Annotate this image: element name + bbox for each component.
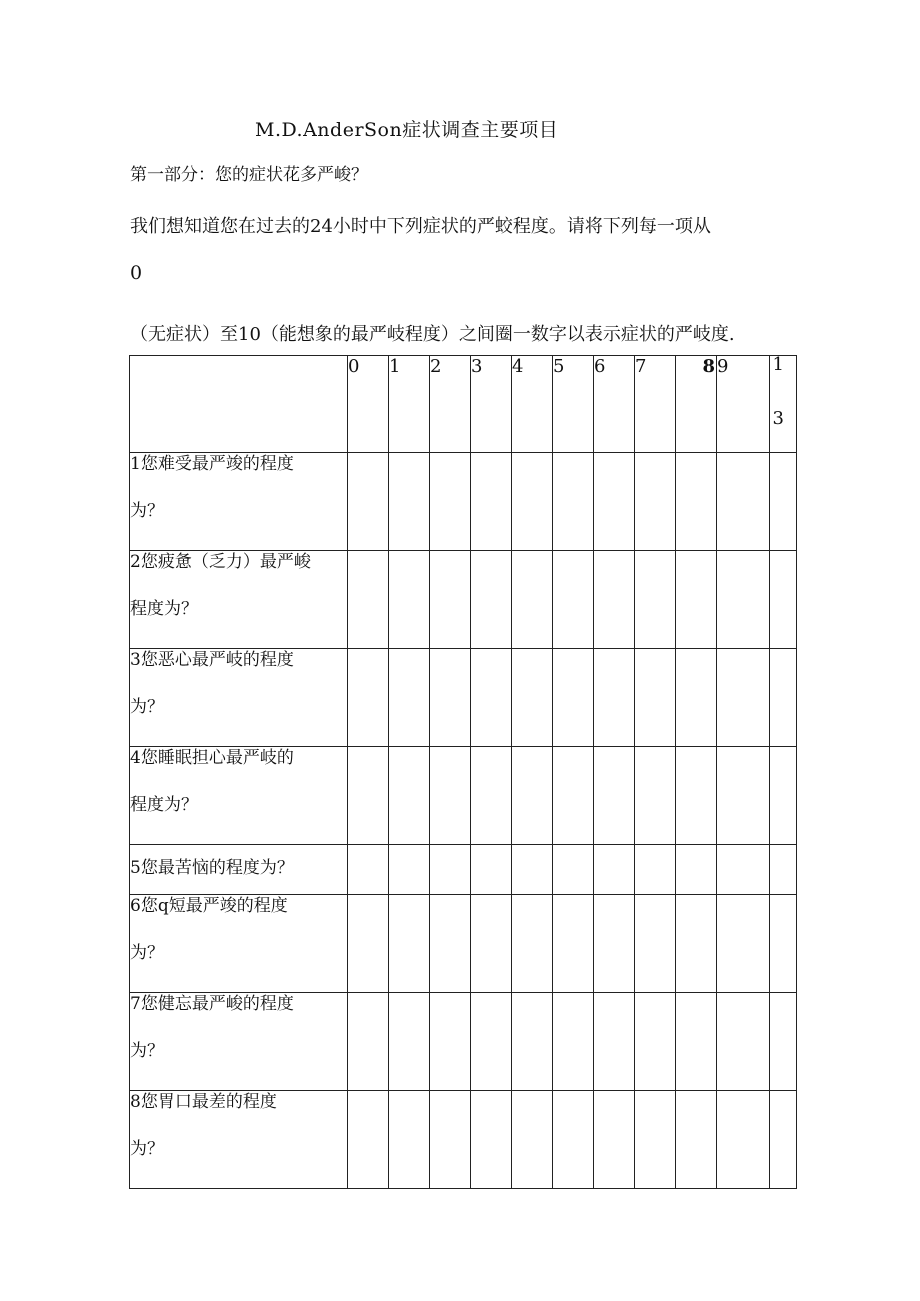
rating-cell-5[interactable] (553, 551, 594, 649)
document-title: M.D.AnderSon症状调查主要项目 (255, 119, 559, 141)
rating-cell-5[interactable] (553, 649, 594, 747)
rating-cell-5[interactable] (553, 747, 594, 845)
scale-header-13-bottom: 3 (772, 408, 784, 429)
rating-cell-4[interactable] (512, 895, 553, 993)
table-row (130, 895, 797, 993)
rating-cell-10[interactable] (770, 845, 797, 895)
rating-cell-3[interactable] (471, 453, 512, 551)
scale-header-9: 9 (717, 356, 770, 453)
rating-cell-1[interactable] (389, 747, 430, 845)
table-row (130, 1091, 797, 1189)
rating-cell-10[interactable] (770, 895, 797, 993)
rating-cell-3[interactable] (471, 551, 512, 649)
rating-cell-5[interactable] (553, 845, 594, 895)
table-row (130, 453, 797, 551)
rating-cell-2[interactable] (430, 1091, 471, 1189)
rating-cell-10[interactable] (770, 649, 797, 747)
rating-cell-0[interactable] (348, 551, 389, 649)
question-text-line1: 8您胃口最差的程度 (130, 1092, 277, 1112)
instruction-line-3: （无症状）至10（能想象的最严岐程度）之间圈一数字以表示症状的严岐度. (130, 324, 735, 345)
table-row (130, 747, 797, 845)
question-text-line1: 3您恶心最严岐的程度 (130, 650, 294, 670)
rating-cell-2[interactable] (430, 845, 471, 895)
rating-cell-2[interactable] (430, 747, 471, 845)
scale-header-0: 0 (348, 356, 389, 453)
rating-cell-9[interactable] (717, 993, 770, 1091)
rating-cell-6[interactable] (594, 993, 635, 1091)
rating-cell-2[interactable] (430, 551, 471, 649)
table-row (130, 993, 797, 1091)
header-blank-cell (130, 356, 348, 453)
rating-cell-4[interactable] (512, 845, 553, 895)
rating-cell-10[interactable] (770, 551, 797, 649)
scale-header-4: 4 (512, 356, 553, 453)
scale-header-2: 2 (430, 356, 471, 453)
rating-cell-9[interactable] (717, 649, 770, 747)
rating-cell-6[interactable] (594, 1091, 635, 1189)
scale-header-13 (770, 356, 797, 453)
rating-cell-0[interactable] (348, 895, 389, 993)
rating-cell-9[interactable] (717, 453, 770, 551)
rating-cell-5[interactable] (553, 993, 594, 1091)
rating-cell-4[interactable] (512, 747, 553, 845)
rating-cell-4[interactable] (512, 1091, 553, 1189)
rating-cell-6[interactable] (594, 453, 635, 551)
scale-header-6: 6 (594, 356, 635, 453)
rating-cell-3[interactable] (471, 993, 512, 1091)
question-text-line2: 为？ (130, 1139, 164, 1160)
rating-cell-1[interactable] (389, 551, 430, 649)
rating-cell-10[interactable] (770, 453, 797, 551)
rating-cell-4[interactable] (512, 649, 553, 747)
question-cell (130, 845, 348, 895)
rating-cell-9[interactable] (717, 747, 770, 845)
table-row (130, 551, 797, 649)
rating-cell-8[interactable] (676, 747, 717, 845)
question-text-line2: 为？ (130, 943, 164, 964)
question-text-line1: 5您最苦恼的程度为？ (130, 858, 294, 878)
rating-cell-8[interactable] (676, 895, 717, 993)
rating-cell-0[interactable] (348, 845, 389, 895)
rating-cell-2[interactable] (430, 993, 471, 1091)
rating-cell-2[interactable] (430, 649, 471, 747)
rating-cell-8[interactable] (676, 649, 717, 747)
rating-cell-7[interactable] (635, 845, 676, 895)
instruction-line-2: 0 (130, 262, 143, 284)
question-text-line2: 为？ (130, 1041, 164, 1062)
rating-cell-1[interactable] (389, 895, 430, 993)
rating-cell-7[interactable] (635, 649, 676, 747)
rating-cell-6[interactable] (594, 551, 635, 649)
rating-cell-8[interactable] (676, 551, 717, 649)
rating-cell-8[interactable] (676, 993, 717, 1091)
scale-header-3: 3 (471, 356, 512, 453)
rating-cell-0[interactable] (348, 453, 389, 551)
question-text-line2: 为？ (130, 697, 164, 718)
rating-cell-10[interactable] (770, 1091, 797, 1189)
question-text-line2: 程度为？ (130, 795, 198, 816)
rating-cell-9[interactable] (717, 1091, 770, 1189)
rating-cell-4[interactable] (512, 453, 553, 551)
scale-header-5: 5 (553, 356, 594, 453)
question-text-line1: 1您难受最严竣的程度 (130, 454, 294, 474)
rating-cell-7[interactable] (635, 895, 676, 993)
rating-cell-2[interactable] (430, 453, 471, 551)
rating-cell-3[interactable] (471, 649, 512, 747)
question-text-line2: 为？ (130, 501, 164, 522)
rating-cell-6[interactable] (594, 649, 635, 747)
rating-cell-1[interactable] (389, 1091, 430, 1189)
question-cell (130, 649, 348, 747)
rating-cell-10[interactable] (770, 993, 797, 1091)
rating-cell-9[interactable] (717, 551, 770, 649)
rating-cell-1[interactable] (389, 649, 430, 747)
rating-cell-8[interactable] (676, 1091, 717, 1189)
rating-cell-9[interactable] (717, 845, 770, 895)
rating-cell-7[interactable] (635, 551, 676, 649)
rating-cell-8[interactable] (676, 453, 717, 551)
table-row (130, 845, 797, 895)
question-cell (130, 551, 348, 649)
rating-cell-0[interactable] (348, 1091, 389, 1189)
question-cell (130, 895, 348, 993)
question-cell (130, 747, 348, 845)
question-text-line1: 2您疲惫（乏力）最严峻 (130, 552, 311, 572)
part-heading: 第一部分：您的症状花多严峻？ (130, 165, 368, 185)
scale-header-1: 1 (389, 356, 430, 453)
symptom-rating-table (129, 355, 797, 1189)
rating-cell-7[interactable] (635, 1091, 676, 1189)
rating-cell-3[interactable] (471, 895, 512, 993)
rating-cell-5[interactable] (553, 895, 594, 993)
question-text-line2: 程度为？ (130, 599, 198, 620)
rating-cell-7[interactable] (635, 993, 676, 1091)
rating-cell-3[interactable] (471, 845, 512, 895)
question-text-line1: 4您睡眠担心最严岐的 (130, 748, 294, 768)
rating-cell-2[interactable] (430, 895, 471, 993)
rating-cell-6[interactable] (594, 895, 635, 993)
rating-cell-0[interactable] (348, 993, 389, 1091)
rating-cell-1[interactable] (389, 453, 430, 551)
rating-cell-4[interactable] (512, 551, 553, 649)
question-cell (130, 1091, 348, 1189)
scale-header-7: 7 (635, 356, 676, 453)
rating-cell-7[interactable] (635, 747, 676, 845)
rating-cell-7[interactable] (635, 453, 676, 551)
rating-cell-5[interactable] (553, 453, 594, 551)
rating-cell-0[interactable] (348, 747, 389, 845)
rating-cell-6[interactable] (594, 747, 635, 845)
scale-header-row (130, 356, 797, 453)
rating-cell-9[interactable] (717, 895, 770, 993)
rating-cell-1[interactable] (389, 845, 430, 895)
rating-cell-3[interactable] (471, 1091, 512, 1189)
rating-cell-8[interactable] (676, 845, 717, 895)
rating-cell-3[interactable] (471, 747, 512, 845)
question-text-line1: 7您健忘最严峻的程度 (130, 994, 294, 1014)
instruction-line-1: 我们想知道您在过去的24小时中下列症状的严蛟程度。请将下列每一项从 (130, 216, 711, 237)
table-row (130, 649, 797, 747)
rating-cell-5[interactable] (553, 1091, 594, 1189)
rating-cell-10[interactable] (770, 747, 797, 845)
rating-cell-0[interactable] (348, 649, 389, 747)
question-cell (130, 453, 348, 551)
rating-cell-6[interactable] (594, 845, 635, 895)
question-cell (130, 993, 348, 1091)
scale-header-13-top: 1 (772, 354, 784, 375)
question-text-line1: 6您q短最严竣的程度 (130, 896, 288, 916)
scale-header-8: 8 (676, 356, 717, 453)
rating-cell-1[interactable] (389, 993, 430, 1091)
rating-cell-4[interactable] (512, 993, 553, 1091)
